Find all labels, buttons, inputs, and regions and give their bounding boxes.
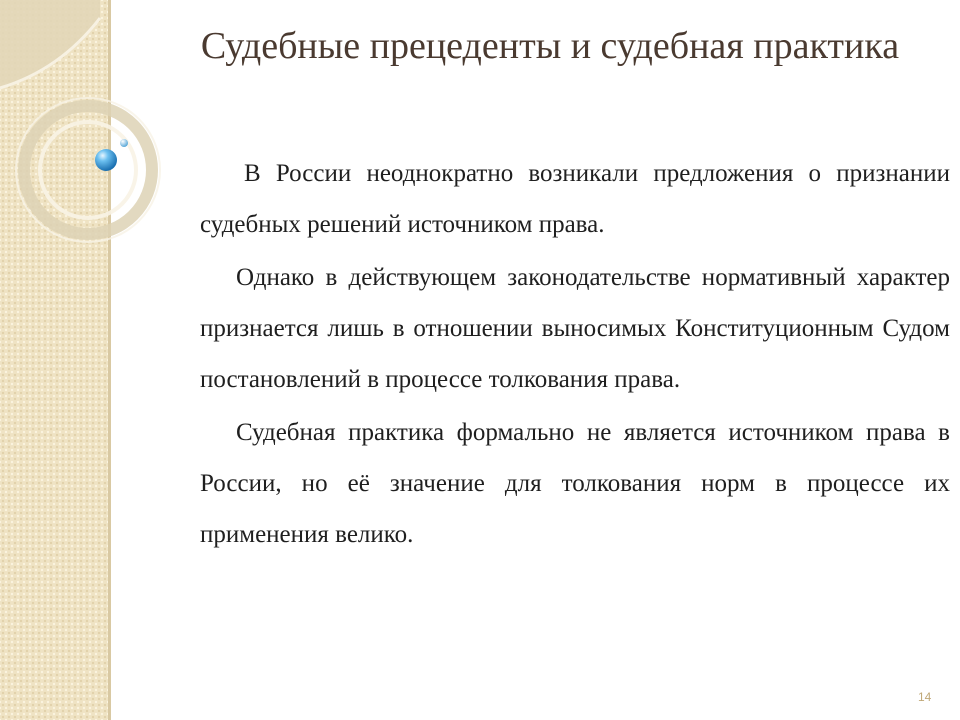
corner-panel — [0, 0, 100, 88]
paragraph-proposals: В России неоднократно возникали предложения о признании судебных решений источником права. — [200, 160, 950, 238]
blue-bubble-icon — [95, 149, 117, 171]
slide-title: Судебные прецеденты и судебная практика — [200, 25, 900, 67]
small-bubble-icon — [120, 139, 128, 147]
page-number: 14 — [918, 690, 932, 704]
decorative-ornament — [0, 0, 200, 260]
paragraph-practice: Судебная практика формально не является источником права в России, но её значение для толкования норм в процессе их применения велико. — [200, 419, 950, 548]
paragraph-legislation: Однако в действующем законодательстве нормативный характер признается лишь в отношении выносимых Конституционным Судом постановлений в процессе толкования права. — [200, 264, 950, 393]
slide-body — [200, 148, 950, 562]
ring-decoration — [16, 98, 160, 242]
